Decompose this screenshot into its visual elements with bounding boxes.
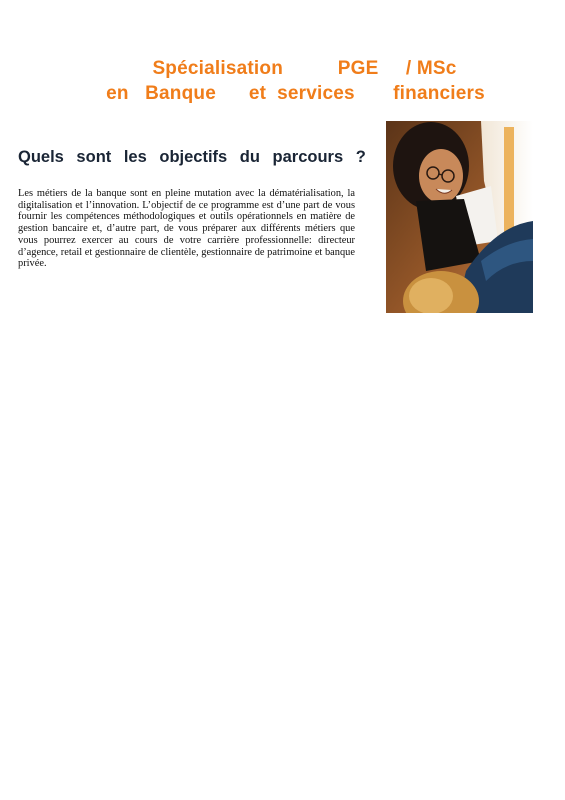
section-heading: Quels sont les objectifs du parcours ? xyxy=(18,148,366,166)
program-title-line-1: Spécialisation PGE / MSc xyxy=(152,58,457,79)
student-photo xyxy=(386,121,533,313)
section-body: Les métiers de la banque sont en pleine mutation avec la dématérialisation, la digitalisation et l’innovation. L’objectif de ce programme est d’une part de vous fournir les compétences méthodologiques et outils opérationnels en matière de gestion bancaire et, d’autre part, de vous préparer aux différents métiers que vous pourrez exercer au cours de votre carrière professionnelle: directeur d’agence, retail et gestionnaire de clientèle, gestionnaire de patrimoine et banque privée. xyxy=(18,188,355,270)
student-photo-illustration xyxy=(386,121,533,313)
program-title-line-2: en Banque et services financiers xyxy=(106,83,485,104)
